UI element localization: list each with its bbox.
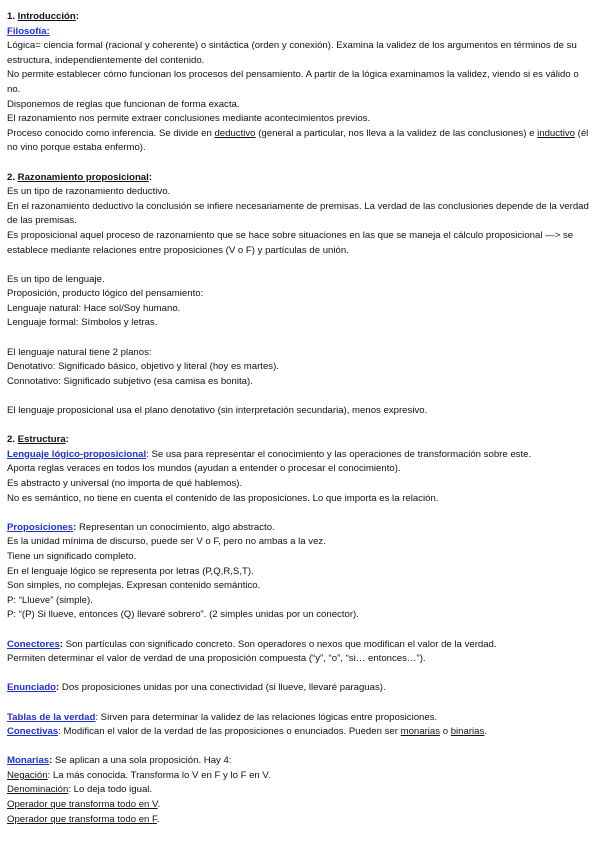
paragraph-line: El lenguaje proposicional usa el plano denotativo (sin interpretación secundaria), menos expresivo. xyxy=(7,405,428,417)
paragraph-line: Aporta reglas veraces en todos los mundos (ayudan a entender o procesar el conocimiento). xyxy=(7,463,401,475)
section-heading-estructura: 2. Estructura: xyxy=(7,434,69,446)
paragraph-line: Lógica= ciencia formal (racional y coherente) o sintáctica (orden y conexión). Examina la validez de los argumentos en términos de su estructura, independientemente del contenido. xyxy=(7,40,577,66)
conectores-link[interactable]: Conectores xyxy=(7,638,60,650)
heading-title: Estructura xyxy=(17,434,66,446)
section-heading-introduccion: 1. Introducción: xyxy=(7,11,79,22)
paragraph-line: Permiten determinar el valor de verdad de una proposición compuesta (“y”, “o”, “si… entonces…”). xyxy=(7,653,426,665)
term-inductivo: inductivo xyxy=(537,127,575,139)
section-heading-razonamiento: 2. Razonamiento proposicional: xyxy=(7,171,153,183)
monarias-link[interactable]: Monarias xyxy=(7,755,50,767)
paragraph-line: Lenguaje formal: Símbolos y letras. xyxy=(7,317,158,329)
paragraph-line: En el razonamiento deductivo la conclusión se infiere necesariamente de premisas. La verdad de las conclusiones depende de la verdad de las premisas. xyxy=(7,200,589,227)
paragraph-line: Proposiciones: Representan un conocimiento, algo abstracto. xyxy=(7,521,275,533)
paragraph-line: Conectivas: Modifican el valor de la verdad de las proposiciones o enunciados. Pueden ser monarias o binarias. xyxy=(7,726,487,738)
paragraph-line: El razonamiento nos permite extraer conclusiones mediante acontecimientos previos. xyxy=(7,113,371,125)
term-denominacion: Denominación xyxy=(7,784,69,796)
term-binarias: binarias xyxy=(450,726,485,738)
paragraph-line: Denotativo: Significado básico, objetivo y literal (hoy es martes). xyxy=(7,361,279,373)
paragraph-line: Enunciado: Dos proposiciones unidas por una conectividad (si llueve, llevaré paraguas). xyxy=(7,682,386,694)
term-operador-v: Operador que transforma todo en V xyxy=(7,799,158,811)
lenguaje-logico-proposicional-link[interactable]: Lenguaje lógico-proposicional xyxy=(7,448,147,460)
paragraph-line: Lenguaje lógico-proposicional: Se usa para representar el conocimiento y las operaciones de transformación sobre este. xyxy=(7,448,532,460)
term-deductivo: deductivo xyxy=(214,127,256,139)
subheading-filosofia[interactable]: Filosofía: xyxy=(7,25,50,37)
paragraph-line: Son simples, no complejas. Expresan contenido semántico. xyxy=(7,580,261,592)
paragraph-line: Es abstracto y universal (no importa de qué hablemos). xyxy=(7,478,243,489)
paragraph-line: Es proposicional aquel proceso de razonamiento que se hace sobre situaciones en las que se maneja el cálculo proposicional —> se establece mediante relaciones entre proposiciones (V o F) y partículas de unión. xyxy=(7,229,574,256)
paragraph-line: Disponemos de reglas que funcionan de forma exacta. xyxy=(7,98,240,110)
paragraph-line: Conectores: Son partículas con significado concreto. Son operadores o nexos que modifican el valor de la verdad. xyxy=(7,638,497,650)
paragraph-line: No es semántico, no tiene en cuenta el contenido de las proposiciones. Lo que importa es la relación. xyxy=(7,492,439,504)
term-monarias: monarias xyxy=(400,726,441,738)
paragraph-line: P: “(P) Si llueve, entonces (Q) llevaré sobrero”. (2 simples unidas por un conector). xyxy=(7,609,359,621)
paragraph-line: Proposición, producto lógico del pensamiento: xyxy=(7,288,204,300)
conectivas-link[interactable]: Conectivas xyxy=(7,726,59,738)
paragraph-line: Tablas de la verdad: Sirven para determinar la validez de las relaciones lógicas entre proposiciones. xyxy=(7,711,438,723)
document-page xyxy=(7,10,593,827)
paragraph-line: Es un tipo de razonamiento deductivo. xyxy=(7,186,171,198)
heading-title: Razonamiento proposicional xyxy=(17,171,149,183)
term-negacion: Negación xyxy=(7,769,48,781)
paragraph-line: No permite establecer cómo funcionan los procesos del pensamiento. A partir de la lógica examinamos la validez, viendo si es válido o no. xyxy=(7,69,579,95)
list-item: Denominación: Lo deja todo igual. xyxy=(7,784,153,796)
paragraph-line: En el lenguaje lógico se representa por letras (P,Q,R,S,T). xyxy=(7,565,254,577)
paragraph-line: Tiene un significado completo. xyxy=(7,550,137,562)
paragraph-line: Es la unidad mínima de discurso, puede ser V o F, pero no ambas a la vez. xyxy=(7,536,326,548)
list-item: Negación: La más conocida. Transforma lo V en F y lo F en V. xyxy=(7,769,271,781)
paragraph-line: Monarias: Se aplican a una sola proposición. Hay 4: xyxy=(7,755,232,767)
tablas-de-la-verdad-link[interactable]: Tablas de la verdad xyxy=(7,711,96,723)
heading-title: Introducción xyxy=(17,11,76,22)
term-operador-f: Operador que transforma todo en F xyxy=(7,813,157,825)
enunciado-link[interactable]: Enunciado xyxy=(7,682,57,694)
paragraph-line: Connotativo: Significado subjetivo (esa camisa es bonita). xyxy=(7,375,253,387)
paragraph-line: Es un tipo de lenguaje. xyxy=(7,273,105,285)
proposiciones-link[interactable]: Proposiciones xyxy=(7,521,74,533)
paragraph-line: Proceso conocido como inferencia. Se divide en deductivo (general a particular, nos lleva a la validez de las conclusiones) e inductivo (él no vino porque estaba enfermo). xyxy=(7,127,589,154)
list-item: Operador que transforma todo en F. xyxy=(7,813,160,825)
paragraph-line: Lenguaje natural: Hace sol/Soy humano. xyxy=(7,302,181,314)
paragraph-line: P: “Llueve” (simple). xyxy=(7,594,93,606)
paragraph-line: El lenguaje natural tiene 2 planos: xyxy=(7,346,152,358)
list-item: Operador que transforma todo en V. xyxy=(7,799,161,811)
filosofia-link[interactable]: Filosofía xyxy=(7,25,47,37)
